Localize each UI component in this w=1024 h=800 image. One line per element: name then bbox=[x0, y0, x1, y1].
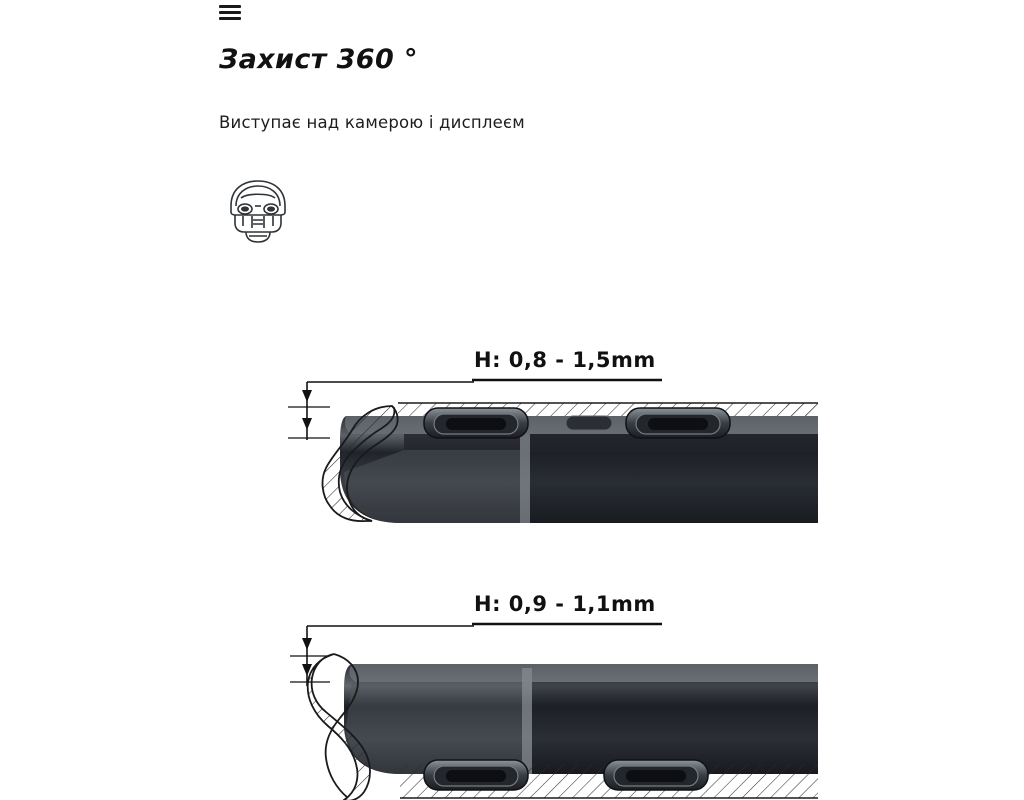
page-subtitle: Виступає над камерою і дисплеєм bbox=[219, 113, 525, 132]
camera-bump-dimension-label: H: 0,8 - 1,5mm bbox=[474, 348, 656, 372]
display-bump-dimension-label: H: 0,9 - 1,1mm bbox=[474, 592, 656, 616]
camera-bump-figure bbox=[0, 330, 1024, 560]
hamburger-menu-icon[interactable] bbox=[219, 0, 241, 24]
page-title: Захист 360 ° bbox=[219, 44, 418, 75]
menu-bar-2 bbox=[219, 11, 241, 14]
menu-bar-1 bbox=[219, 5, 241, 8]
menu-bar-3 bbox=[219, 17, 241, 20]
display-bump-figure bbox=[0, 578, 1024, 800]
stormtrooper-helmet-icon bbox=[219, 176, 297, 248]
